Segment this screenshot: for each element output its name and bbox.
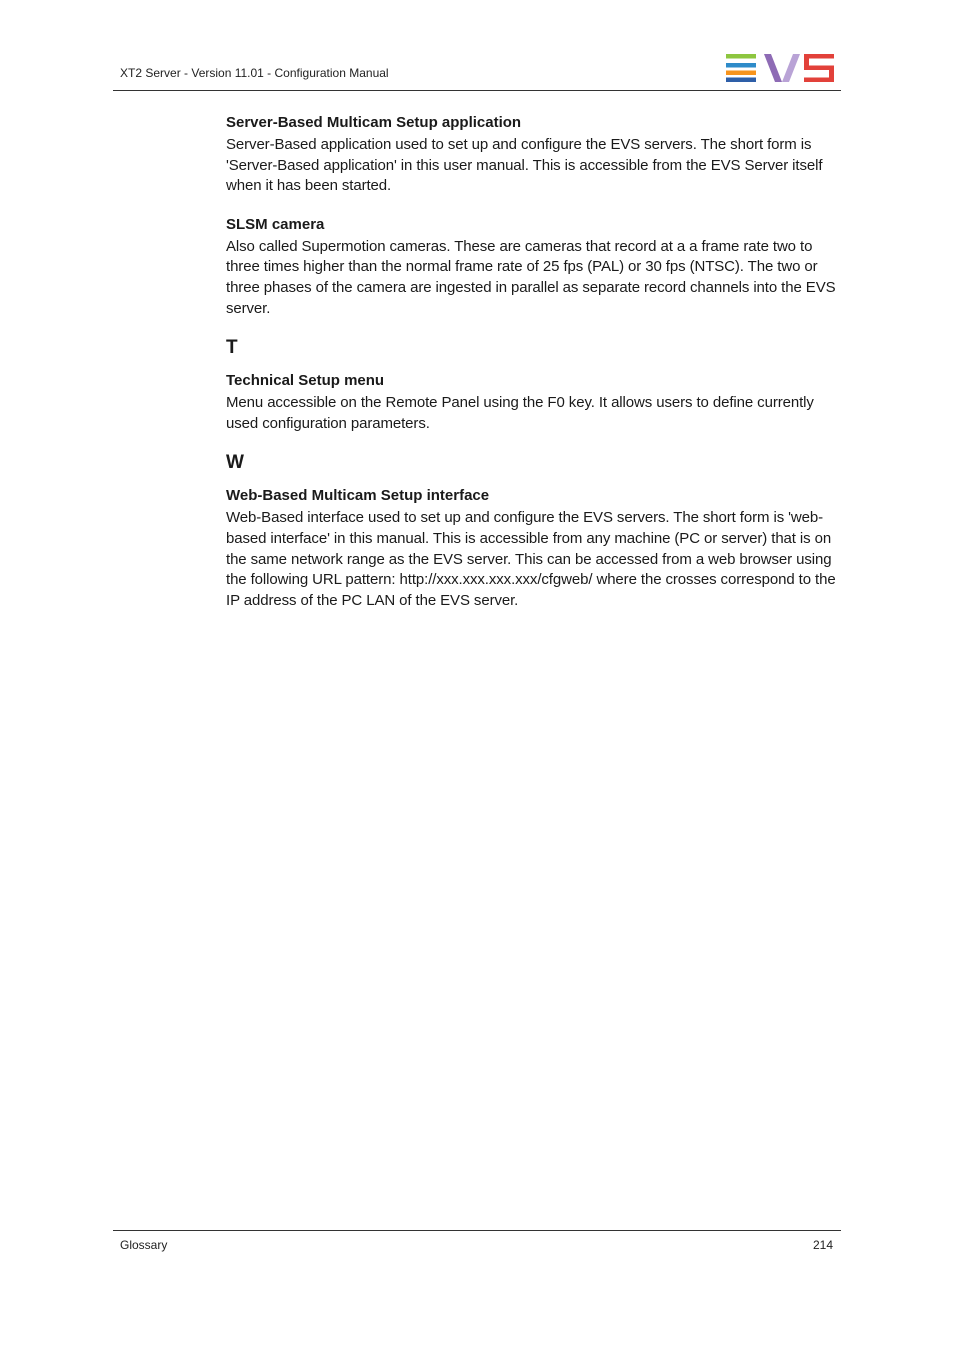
evs-logo-v-left xyxy=(764,54,782,82)
glossary-entry xyxy=(226,371,842,434)
page-number: 214 xyxy=(812,1238,833,1252)
evs-logo-e-low xyxy=(726,71,756,76)
section-letter-t: T xyxy=(226,337,238,359)
glossary-entry xyxy=(226,486,842,611)
glossary-definition: Also called Supermotion cameras. These are cameras that record at a a frame rate two to three times higher than the normal frame rate of 25 fps (PAL) or 30 fps (NTSC). The two or three phases of the camera are ingested in parallel as separate record channels into the EVS server. xyxy=(226,237,836,317)
glossary-content xyxy=(226,113,842,629)
glossary-term: Technical Setup menu xyxy=(226,372,385,390)
glossary-entry xyxy=(226,113,842,197)
header-divider xyxy=(113,90,841,91)
evs-logo-e-mid xyxy=(726,63,756,68)
glossary-term: Web-Based Multicam Setup interface xyxy=(226,487,490,505)
glossary-definition: Menu accessible on the Remote Panel using the F0 key. It allows users to define currently used configuration parameters. xyxy=(226,394,814,432)
footer-divider xyxy=(113,1230,841,1231)
evs-logo-s-bottom xyxy=(804,78,834,83)
glossary-definition: Server-Based application used to set up and configure the EVS servers. The short form is 'Server-Based application' in this user manual. This is accessible from the EVS Server itself when it has been started. xyxy=(226,136,823,195)
evs-logo-v-right xyxy=(782,54,800,82)
evs-logo-e-top xyxy=(726,54,756,59)
glossary-definition: Web-Based interface used to set up and configure the EVS servers. The short form is 'web-based interface' in this manual. This is accessible from any machine (PC or server) that is on the same network range as the EVS server. This can be accessed from a web browser using the following URL pattern: http://xxx.xxx.xxx.xxx/cfgweb/ where the crosses correspond to the IP address of the PC LAN of the EVS server. xyxy=(226,509,836,609)
evs-logo xyxy=(726,54,834,82)
header-title: XT2 Server - Version 11.01 - Configuration Manual xyxy=(120,66,389,80)
footer-section: Glossary xyxy=(120,1238,168,1252)
glossary-entry xyxy=(226,215,842,319)
section-letter-w: W xyxy=(226,452,244,474)
glossary-term: Server-Based Multicam Setup application xyxy=(226,114,522,131)
evs-logo-e-bottom xyxy=(726,78,756,83)
glossary-term: SLSM camera xyxy=(226,215,325,233)
